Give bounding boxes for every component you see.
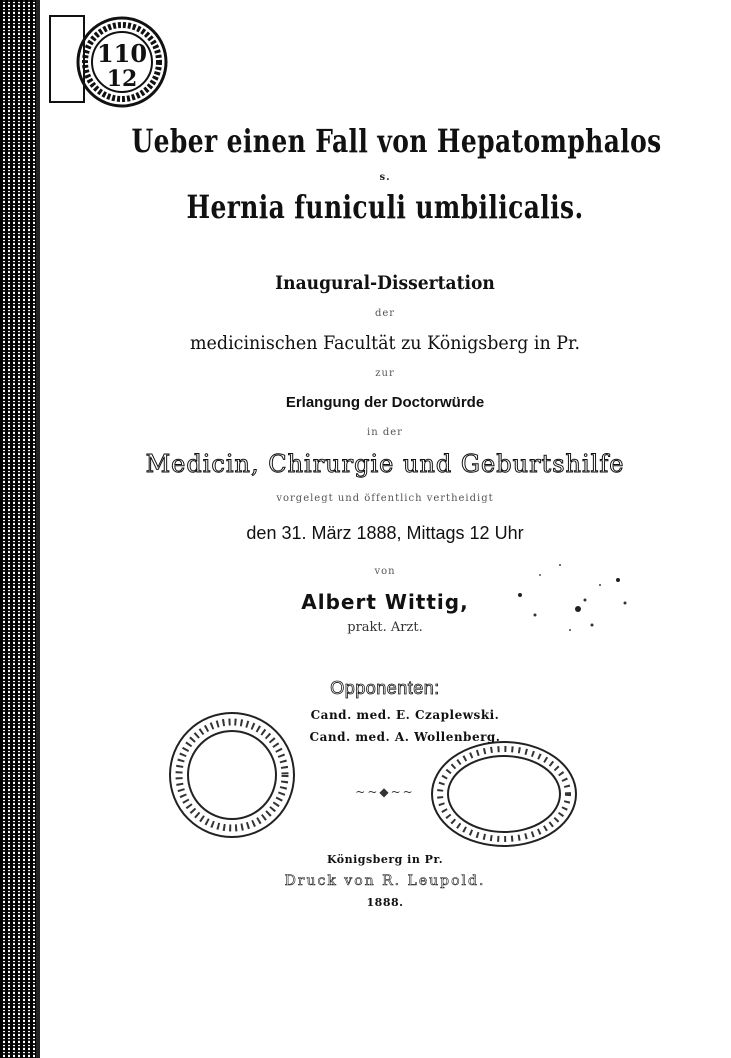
donation-stamp-left — [162, 705, 302, 845]
opponent-1: Cand. med. E. Czaplewski. — [310, 708, 500, 722]
imprint-city: Königsberg in Pr. — [326, 853, 444, 866]
opponents-heading: Opponenten: — [330, 678, 440, 698]
title-line-2: Hernia funiculi umbilicalis. — [186, 188, 584, 226]
author-name: Albert Wittig, — [301, 590, 469, 614]
faculty-line: medicinischen Facultät zu Königsberg in Pr. — [189, 332, 581, 354]
stamp-number-top: 110 — [96, 39, 148, 68]
text-zur: zur — [375, 368, 395, 379]
dissertation-heading: Inaugural-Dissertation — [275, 272, 495, 294]
text-der: der — [374, 308, 396, 319]
title-connector: s. — [379, 172, 391, 183]
ornament-divider: ~~◆~~ — [355, 785, 415, 799]
library-stamp-top — [48, 10, 168, 110]
title-line-1: Ueber einen Fall von Hepatomphalos — [131, 122, 662, 160]
text-von: von — [374, 566, 396, 577]
imprint-printer: Druck von R. Leupold. — [284, 873, 486, 889]
author-role: prakt. Arzt. — [347, 620, 423, 635]
opponent-2: Cand. med. A. Wollenberg. — [309, 730, 501, 744]
stamp-ring-text-right — [0, 0, 7, 1]
submitted-line: vorgelegt und öffentlich vertheidigt — [276, 493, 494, 504]
fields-line: Medicin, Chirurgie und Geburtshilfe — [145, 450, 625, 478]
book-binding-edge — [0, 0, 36, 1058]
text-in-der: in der — [367, 427, 403, 438]
binding-shadow — [36, 0, 40, 1058]
date-line: den 31. März 1888, Mittags 12 Uhr — [246, 523, 524, 543]
imprint-year: 1888. — [366, 896, 404, 909]
stamp-number-bottom: 12 — [106, 66, 138, 92]
attainment-line: Erlangung der Doctorwürde — [285, 394, 485, 411]
